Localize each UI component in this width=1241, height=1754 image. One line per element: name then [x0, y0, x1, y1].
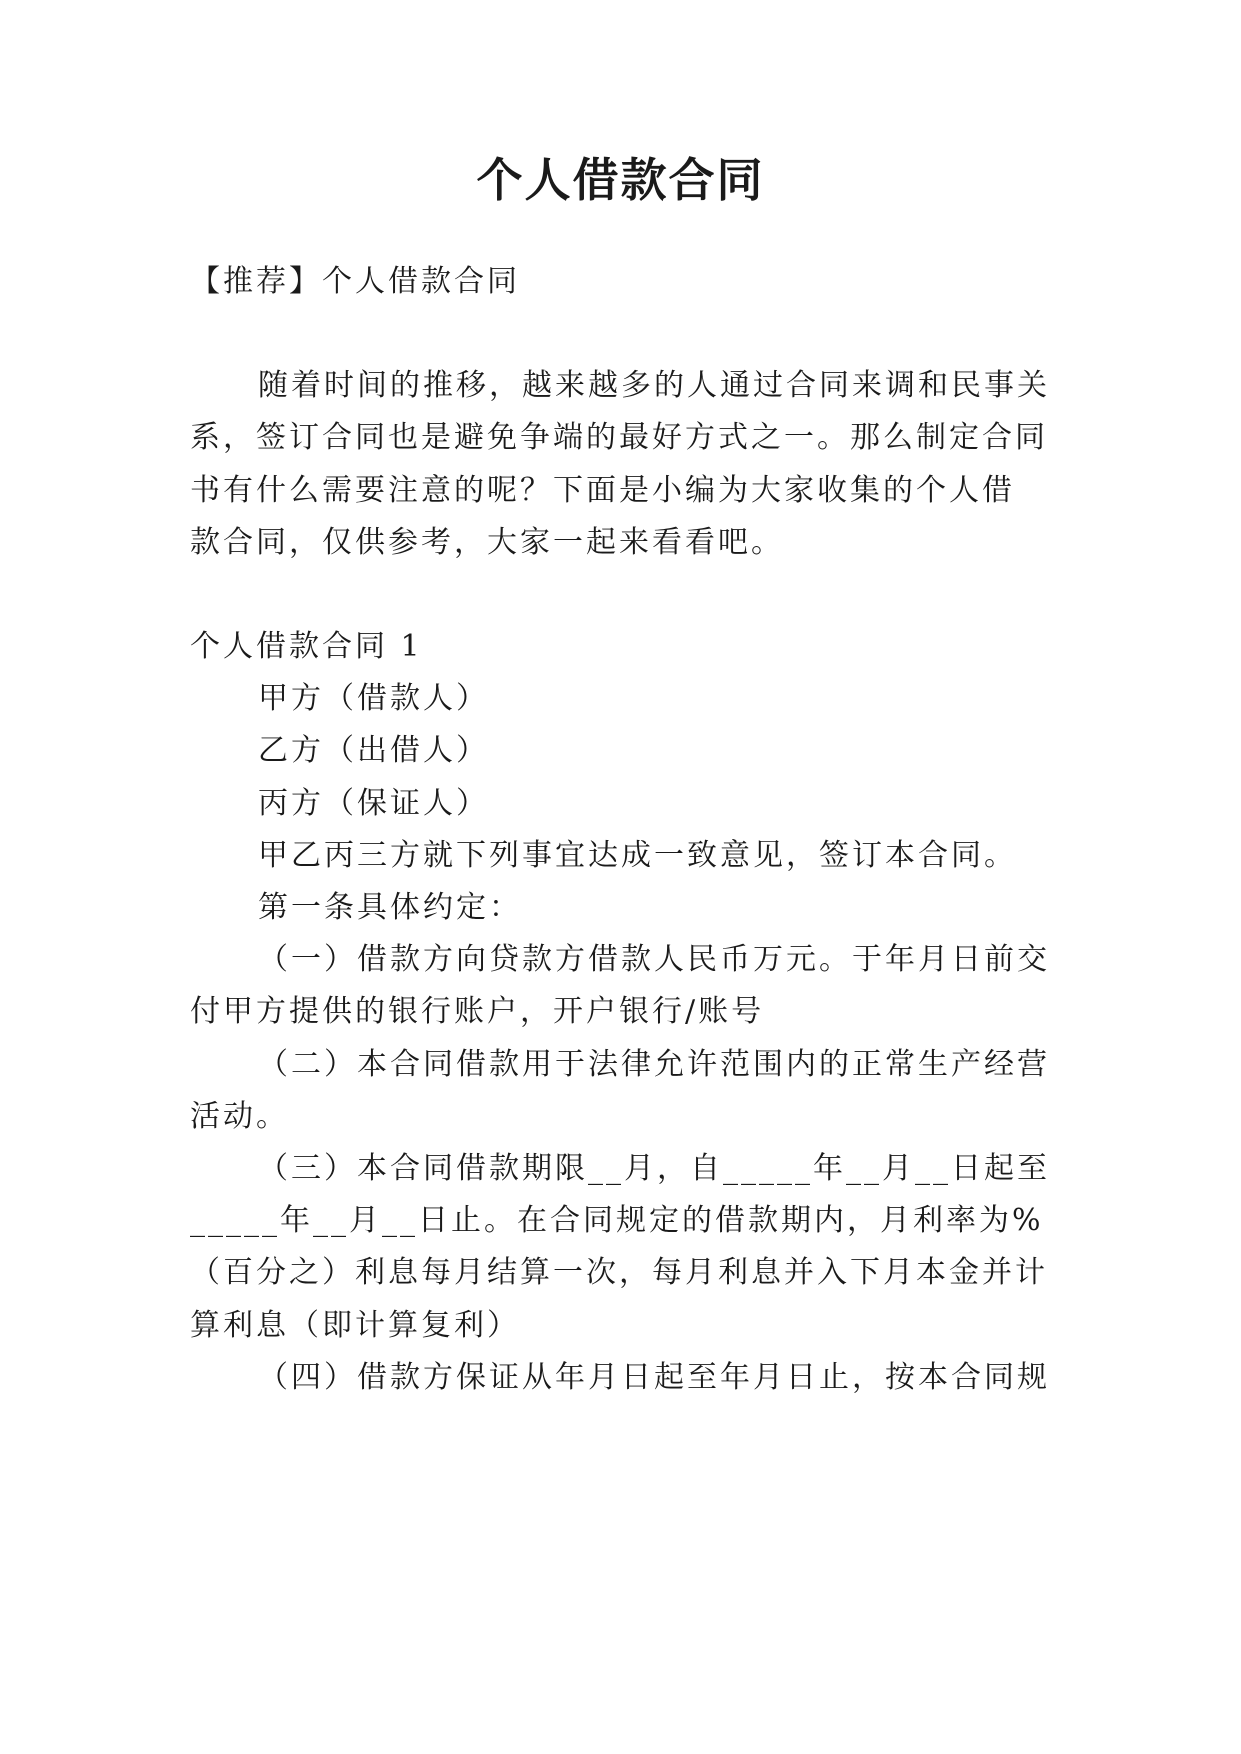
- item3-line-1: （三）本合同借款期限__月，自_____年__月__日起至: [258, 1151, 1050, 1186]
- item4-line-1: （四）借款方保证从年月日起至年月日止，按本合同规: [258, 1360, 1050, 1395]
- item2-line-2: 活动。: [190, 1099, 289, 1134]
- recommend-line: 【推荐】个人借款合同: [190, 264, 520, 299]
- item3-line-3: （百分之）利息每月结算一次，每月利息并入下月本金并计: [190, 1255, 1048, 1290]
- party-a: 甲方（借款人）: [258, 681, 489, 716]
- party-b: 乙方（出借人）: [258, 733, 489, 768]
- item3-line-2: _____年__月__日止。在合同规定的借款期内，月利率为%: [190, 1203, 1044, 1238]
- item2-line-1: （二）本合同借款用于法律允许范围内的正常生产经营: [258, 1047, 1050, 1082]
- article1-heading: 第一条具体约定：: [258, 890, 522, 925]
- document-title: 个人借款合同: [476, 153, 765, 207]
- item1-line-2: 付甲方提供的银行账户，开户银行/账号: [190, 994, 765, 1029]
- party-c: 丙方（保证人）: [258, 786, 489, 821]
- intro-line-4: 款合同，仅供参考，大家一起来看看吧。: [190, 525, 784, 560]
- item1-line-1: （一）借款方向贷款方借款人民币万元。于年月日前交: [258, 942, 1050, 977]
- intro-line-2: 系，签订合同也是避免争端的最好方式之一。那么制定合同: [190, 420, 1048, 455]
- contract-heading: 个人借款合同 1: [190, 629, 423, 664]
- agreement-line: 甲乙丙三方就下列事宜达成一致意见，签订本合同。: [258, 838, 1017, 873]
- item3-line-4: 算利息（即计算复利）: [190, 1308, 520, 1343]
- intro-line-1: 随着时间的推移，越来越多的人通过合同来调和民事关: [258, 368, 1050, 403]
- intro-line-3: 书有什么需要注意的呢？下面是小编为大家收集的个人借: [190, 473, 1015, 508]
